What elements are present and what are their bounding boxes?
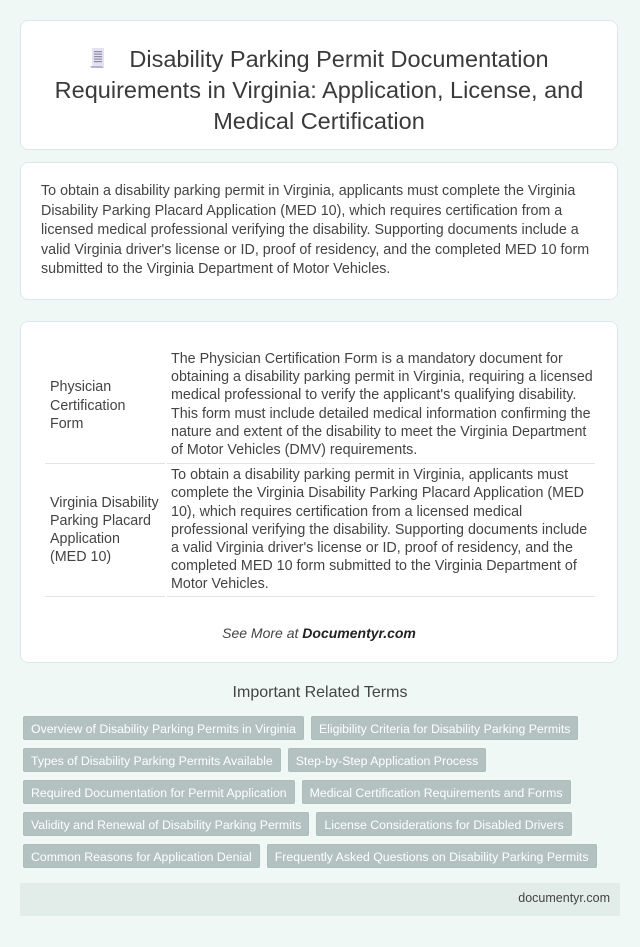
related-terms-heading: Important Related Terms: [232, 684, 408, 701]
table-row: [45, 348, 595, 464]
description-cell: The Physician Certification Form is a mandatory document for obtaining a disability parking permit in Virginia, requiring a licensed medical professional to verify the applicant's qualifying disability. This form must include detailed medical information confirming the nature and extent of the disability to meet the Virginia Department of Motor Vehicles (DMV) requirements.: [167, 348, 595, 464]
related-term-chip[interactable]: Required Documentation for Permit Application: [23, 780, 295, 804]
term-cell: Virginia Disability Parking Placard Application (MED 10): [45, 464, 165, 596]
table-row: [45, 464, 595, 596]
page-title-text: Disability Parking Permit Documentation Requirements in Virginia: Application, License, and Medical Certification: [54, 46, 584, 134]
see-more-link[interactable]: [21, 625, 617, 641]
related-terms-list: [23, 716, 603, 868]
term-cell: Physician Certification Form: [45, 348, 165, 464]
terms-table: [43, 348, 597, 597]
footer-site-link[interactable]: documentyr.com: [518, 891, 610, 905]
related-term-chip[interactable]: Validity and Renewal of Disability Parking Permits: [23, 812, 309, 836]
related-term-chip[interactable]: Types of Disability Parking Permits Available: [23, 748, 281, 772]
summary-card: [20, 162, 618, 300]
document-icon: [89, 47, 107, 69]
related-term-chip[interactable]: Common Reasons for Application Denial: [23, 844, 260, 868]
header-card: [20, 20, 618, 150]
related-term-chip[interactable]: Overview of Disability Parking Permits in Virginia: [23, 716, 304, 740]
footer: [20, 883, 620, 916]
related-term-chip[interactable]: Step-by-Step Application Process: [288, 748, 487, 772]
related-term-chip[interactable]: Eligibility Criteria for Disability Parking Permits: [311, 716, 578, 740]
see-more-site[interactable]: Documentyr.com: [302, 625, 416, 641]
related-term-chip[interactable]: License Considerations for Disabled Drivers: [316, 812, 571, 836]
description-cell: To obtain a disability parking permit in Virginia, applicants must complete the Virginia Disability Parking Placard Application (MED 10), which requires certification from a licensed medical professional verifying the disability. Supporting documents include a valid Virginia driver's license or ID, proof of residency, and the completed MED 10 form submitted to the Virginia Department of Motor Vehicles.: [167, 464, 595, 596]
page-title: [41, 44, 597, 137]
related-term-chip[interactable]: Frequently Asked Questions on Disability Parking Permits: [267, 844, 597, 868]
terms-table-card: [20, 321, 618, 663]
see-more-prefix: See More at: [222, 625, 303, 641]
related-term-chip[interactable]: Medical Certification Requirements and Forms: [302, 780, 571, 804]
summary-text: To obtain a disability parking permit in Virginia, applicants must complete the Virginia Disability Parking Placard Application (MED 10), which requires certification from a licensed medical professional verifying the disability. Supporting documents include a valid Virginia driver's license or ID, proof of residency, and the completed MED 10 form submitted to the Virginia Department of Motor Vehicles.: [41, 183, 590, 277]
